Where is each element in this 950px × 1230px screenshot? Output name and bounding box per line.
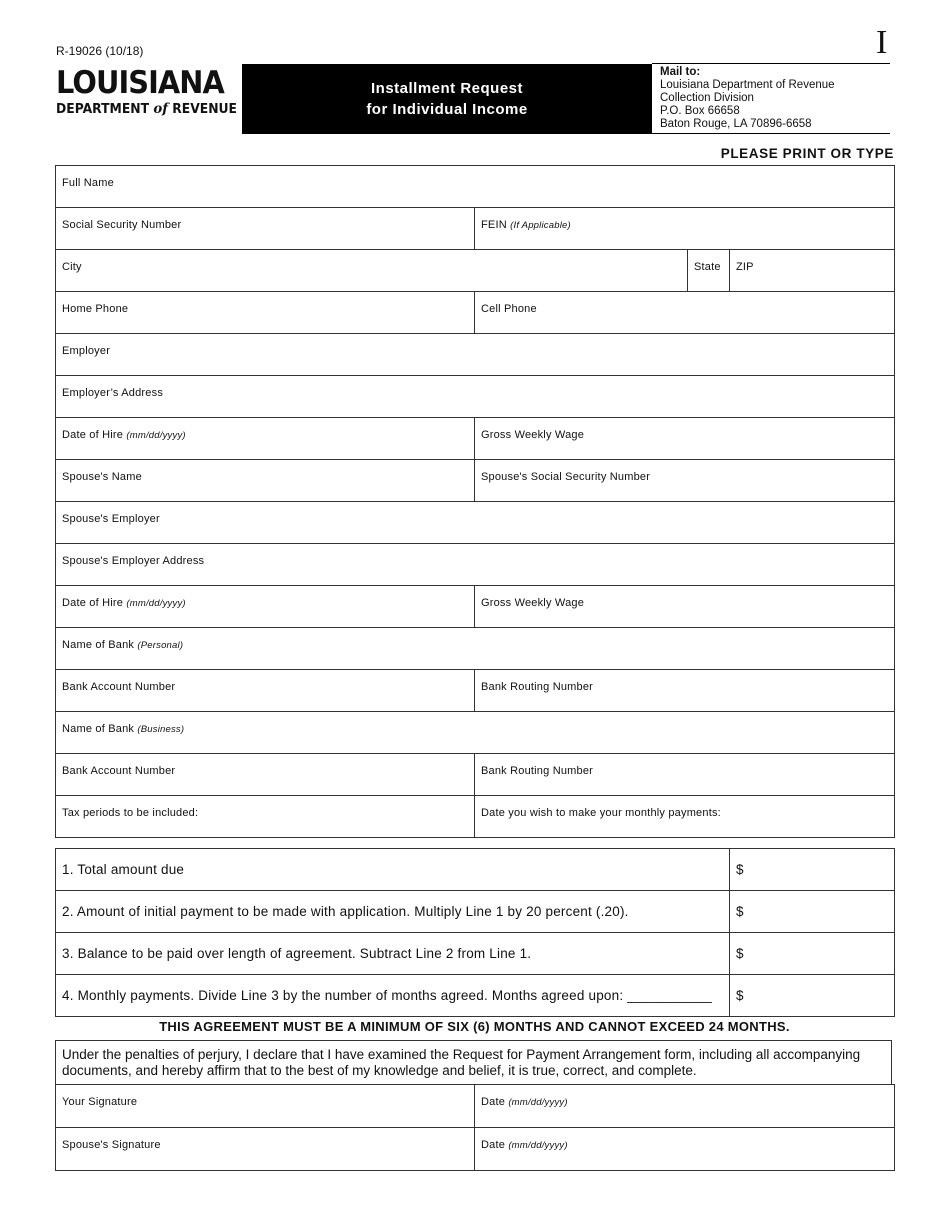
ssn-field[interactable]: Social Security Number <box>56 208 475 250</box>
spouse-signature-field[interactable]: Spouse's Signature <box>56 1128 475 1171</box>
full-name-field[interactable]: Full Name <box>56 166 895 208</box>
spouse-signature-date-field[interactable]: Date (mm/dd/yyyy) <box>475 1128 895 1171</box>
corner-mark: I <box>876 24 888 61</box>
mail-line: Collection Division <box>660 92 754 104</box>
initial-payment-input[interactable]: $ <box>730 891 895 933</box>
calc-line-label: 3. Balance to be paid over length of agreement. Subtract Line 2 from Line 1. <box>56 933 730 975</box>
form-title-line1: Installment Request <box>370 80 524 97</box>
logo-sub-text: DEPARTMENT of REVENUE <box>56 101 238 117</box>
spouse-employer-address-field[interactable]: Spouse's Employer Address <box>56 544 895 586</box>
mail-line: P.O. Box 66658 <box>660 105 740 117</box>
mail-to-address <box>660 66 835 131</box>
ldr-logo <box>56 66 240 132</box>
balance-input[interactable]: $ <box>730 933 895 975</box>
spouse-gross-weekly-wage-field[interactable]: Gross Weekly Wage <box>475 586 895 628</box>
mail-to-heading: Mail to: <box>660 66 701 78</box>
print-instruction: PLEASE PRINT OR TYPE <box>720 146 894 161</box>
personal-bank-name-field[interactable]: Name of Bank (Personal) <box>56 628 895 670</box>
business-bank-account-field[interactable]: Bank Account Number <box>56 754 475 796</box>
agreement-term-notice: THIS AGREEMENT MUST BE A MINIMUM OF SIX (6) MONTHS AND CANNOT EXCEED 24 MONTHS. <box>159 1019 790 1034</box>
monthly-payment-input[interactable]: $ <box>730 975 895 1017</box>
state-field[interactable]: State <box>688 250 730 292</box>
mail-line: Baton Rouge, LA 70896-6658 <box>660 118 812 130</box>
personal-bank-account-field[interactable]: Bank Account Number <box>56 670 475 712</box>
cell-phone-field[interactable]: Cell Phone <box>475 292 895 334</box>
signature-date-field[interactable]: Date (mm/dd/yyyy) <box>475 1085 895 1128</box>
spouse-name-field[interactable]: Spouse's Name <box>56 460 475 502</box>
mail-rule <box>652 133 890 134</box>
total-amount-due-input[interactable]: $ <box>730 849 895 891</box>
spouse-employer-field[interactable]: Spouse's Employer <box>56 502 895 544</box>
business-bank-routing-field[interactable]: Bank Routing Number <box>475 754 895 796</box>
calc-line-label: 4. Monthly payments. Divide Line 3 by the number of months agreed. Months agreed upon: ___________ <box>56 975 730 1017</box>
zip-field[interactable]: ZIP <box>730 250 895 292</box>
mail-line: Louisiana Department of Revenue <box>660 79 835 91</box>
form-code: R-19026 (10/18) <box>56 44 144 58</box>
payment-date-field[interactable]: Date you wish to make your monthly payments: <box>475 796 895 838</box>
tax-periods-field[interactable]: Tax periods to be included: <box>56 796 475 838</box>
your-signature-field[interactable]: Your Signature <box>56 1085 475 1128</box>
home-phone-field[interactable]: Home Phone <box>56 292 475 334</box>
personal-bank-routing-field[interactable]: Bank Routing Number <box>475 670 895 712</box>
perjury-declaration: Under the penalties of perjury, I declare that I have examined the Request for Payment Arrangement form, including all accompanying documents, and hereby affirm that to the best of my knowledge and belief, it is true, correct, and complete. <box>55 1040 892 1084</box>
spouse-ssn-field[interactable]: Spouse's Social Security Number <box>475 460 895 502</box>
header-rule <box>652 63 890 64</box>
payment-calculation-table <box>55 848 895 1017</box>
employer-address-field[interactable]: Employer’s Address <box>56 376 895 418</box>
gross-weekly-wage-field[interactable]: Gross Weekly Wage <box>475 418 895 460</box>
employer-field[interactable]: Employer <box>56 334 895 376</box>
date-of-hire-field[interactable]: Date of Hire (mm/dd/yyyy) <box>56 418 475 460</box>
applicant-info-grid <box>55 165 895 838</box>
city-field[interactable]: City <box>56 250 688 292</box>
fein-field[interactable]: FEIN (If Applicable) <box>475 208 895 250</box>
signature-table <box>55 1084 895 1171</box>
business-bank-name-field[interactable]: Name of Bank (Business) <box>56 712 895 754</box>
calc-line-label: 1. Total amount due <box>56 849 730 891</box>
logo-main-text: LOUISIANA <box>56 65 224 101</box>
form-title-banner <box>242 64 652 134</box>
spouse-date-of-hire-field[interactable]: Date of Hire (mm/dd/yyyy) <box>56 586 475 628</box>
calc-line-label: 2. Amount of initial payment to be made with application. Multiply Line 1 by 20 percent (.20). <box>56 891 730 933</box>
form-title-line2: for Individual Income <box>366 101 528 118</box>
